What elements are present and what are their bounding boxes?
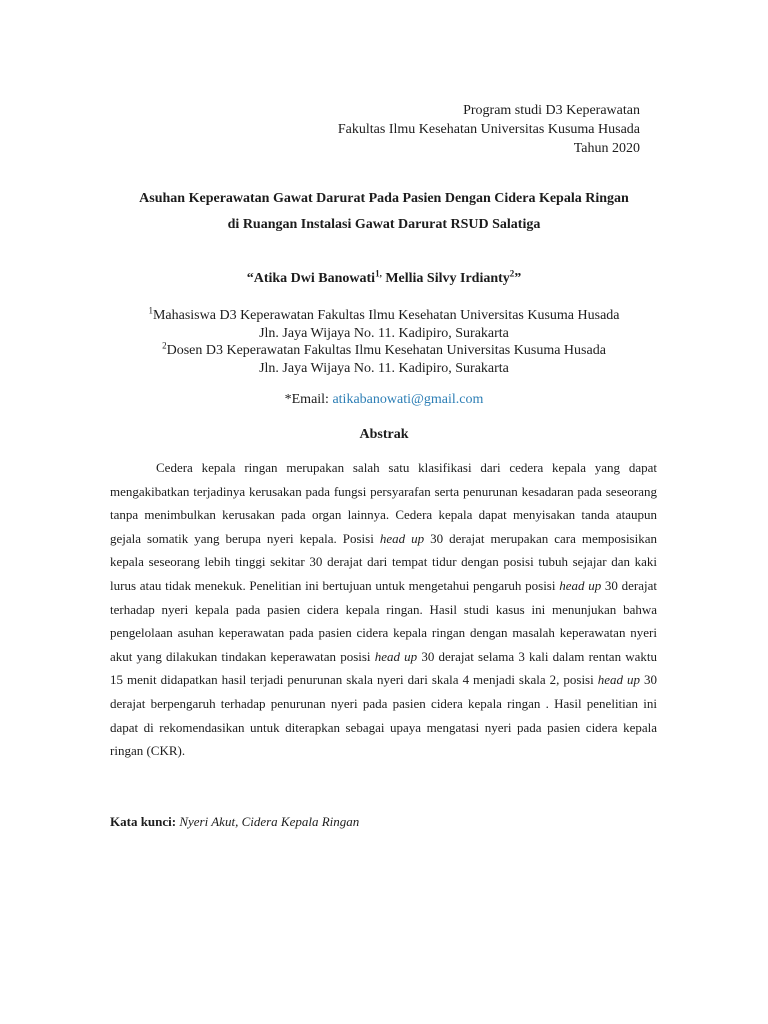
abstract-text-2: 30 derajat merupakan cara memposisikan kepala seseorang lebih tinggi sekitar 30 derajat dari tempat tidur dengan posisi tubuh sejajar dan kaki lurus atau tidak menekuk. Penelitian ini bertujuan untuk mengetahui pengaruh posisi (110, 530, 657, 593)
affiliation-2-text: Dosen D3 Keperawatan Fakultas Ilmu Kesehatan Universitas Kusuma Husada (166, 343, 606, 358)
contact-email (0, 392, 768, 408)
author-2: Mellia Silvy Irdianty (381, 271, 510, 286)
title-line-1: Asuhan Keperawatan Gawat Darurat Pada Pasien Dengan Cidera Kepala Ringan (139, 191, 629, 206)
affiliations (0, 307, 768, 377)
institution-header (338, 101, 640, 158)
close-quote: ” (514, 271, 522, 286)
abstract-text-3: 30 derajat terhadap nyeri kepala pada pasien cidera kepala ringan. Hasil studi kasus ini menunjukan bahwa pengelolaan asuhan keperawatan pada pasien cidera kepala ringan dengan masalah keperawatan nyeri akut yang dilakukan tindakan keperawatan posisi (110, 577, 657, 664)
header-program: Program studi D3 Keperawatan (463, 103, 640, 118)
title-line-2: di Ruangan Instalasi Gawat Darurat RSUD Salatiga (227, 217, 541, 232)
abstract-text-5: 30 derajat berpengaruh terhadap penurunan nyeri pada pasien cidera kepala ringan . Hasil penelitian ini dapat di rekomendasikan untuk diterapkan sebagai upaya mengatasi nyeri pada pasien cidera kepala ringan (CKR). (110, 672, 657, 759)
header-faculty: Fakultas Ilmu Kesehatan Universitas Kusuma Husada (337, 122, 640, 137)
affiliation-1 (0, 307, 768, 325)
abstract-body (110, 456, 657, 763)
keywords-label: Kata kunci: (110, 814, 180, 829)
author-1: Atika Dwi Banowati (253, 271, 376, 286)
author-list (0, 268, 768, 287)
keywords (110, 814, 359, 830)
abstract-heading: Abstrak (359, 427, 409, 442)
affiliation-2 (0, 342, 768, 360)
abstract-term: head up (379, 530, 425, 546)
affiliation-1-text: Mahasiswa D3 Keperawatan Fakultas Ilmu Kesehatan Universitas Kusuma Husada (152, 308, 620, 323)
email-label: *Email: (284, 392, 333, 407)
affiliation-1-mark: 1 (148, 305, 153, 316)
email-address-link[interactable]: atikabanowati@gmail.com (332, 392, 484, 407)
abstract-text-1: Cedera kepala ringan merupakan salah satu klasifikasi dari cedera kepala yang dapat mengakibatkan terjadinya kerusakan pada fungsi persyarafan serta penurunan kesadaran pada seseorang tanpa menimbulkan kerusakan pada organ lainnya. Cedera kepala dapat menyisakan tanda ataupun gejala somatik yang berupa nyeri kepala. Posisi (110, 460, 657, 546)
affiliation-2-mark: 2 (162, 340, 167, 351)
author-1-affiliation-mark: 1, (375, 268, 382, 279)
affiliation-2-address: Jln. Jaya Wijaya No. 11. Kadipiro, Surakarta (259, 360, 509, 376)
header-year: Tahun 2020 (573, 141, 640, 156)
open-quote: “ (246, 271, 254, 286)
paper-title (0, 186, 768, 238)
keywords-value: Nyeri Akut, Cidera Kepala Ringan (179, 814, 360, 829)
abstract-text-4: 30 derajat selama 3 kali dalam rentan waktu 15 menit didapatkan hasil terjadi penurunan skala nyeri dari skala 4 menjadi skala 2, posisi (110, 648, 658, 688)
abstract-term: head up (597, 672, 640, 688)
abstract-term: head up (374, 648, 418, 664)
author-2-affiliation-mark: 2 (509, 268, 515, 279)
affiliation-1-address: Jln. Jaya Wijaya No. 11. Kadipiro, Surakarta (259, 325, 509, 341)
abstract-term: head up (559, 577, 602, 593)
